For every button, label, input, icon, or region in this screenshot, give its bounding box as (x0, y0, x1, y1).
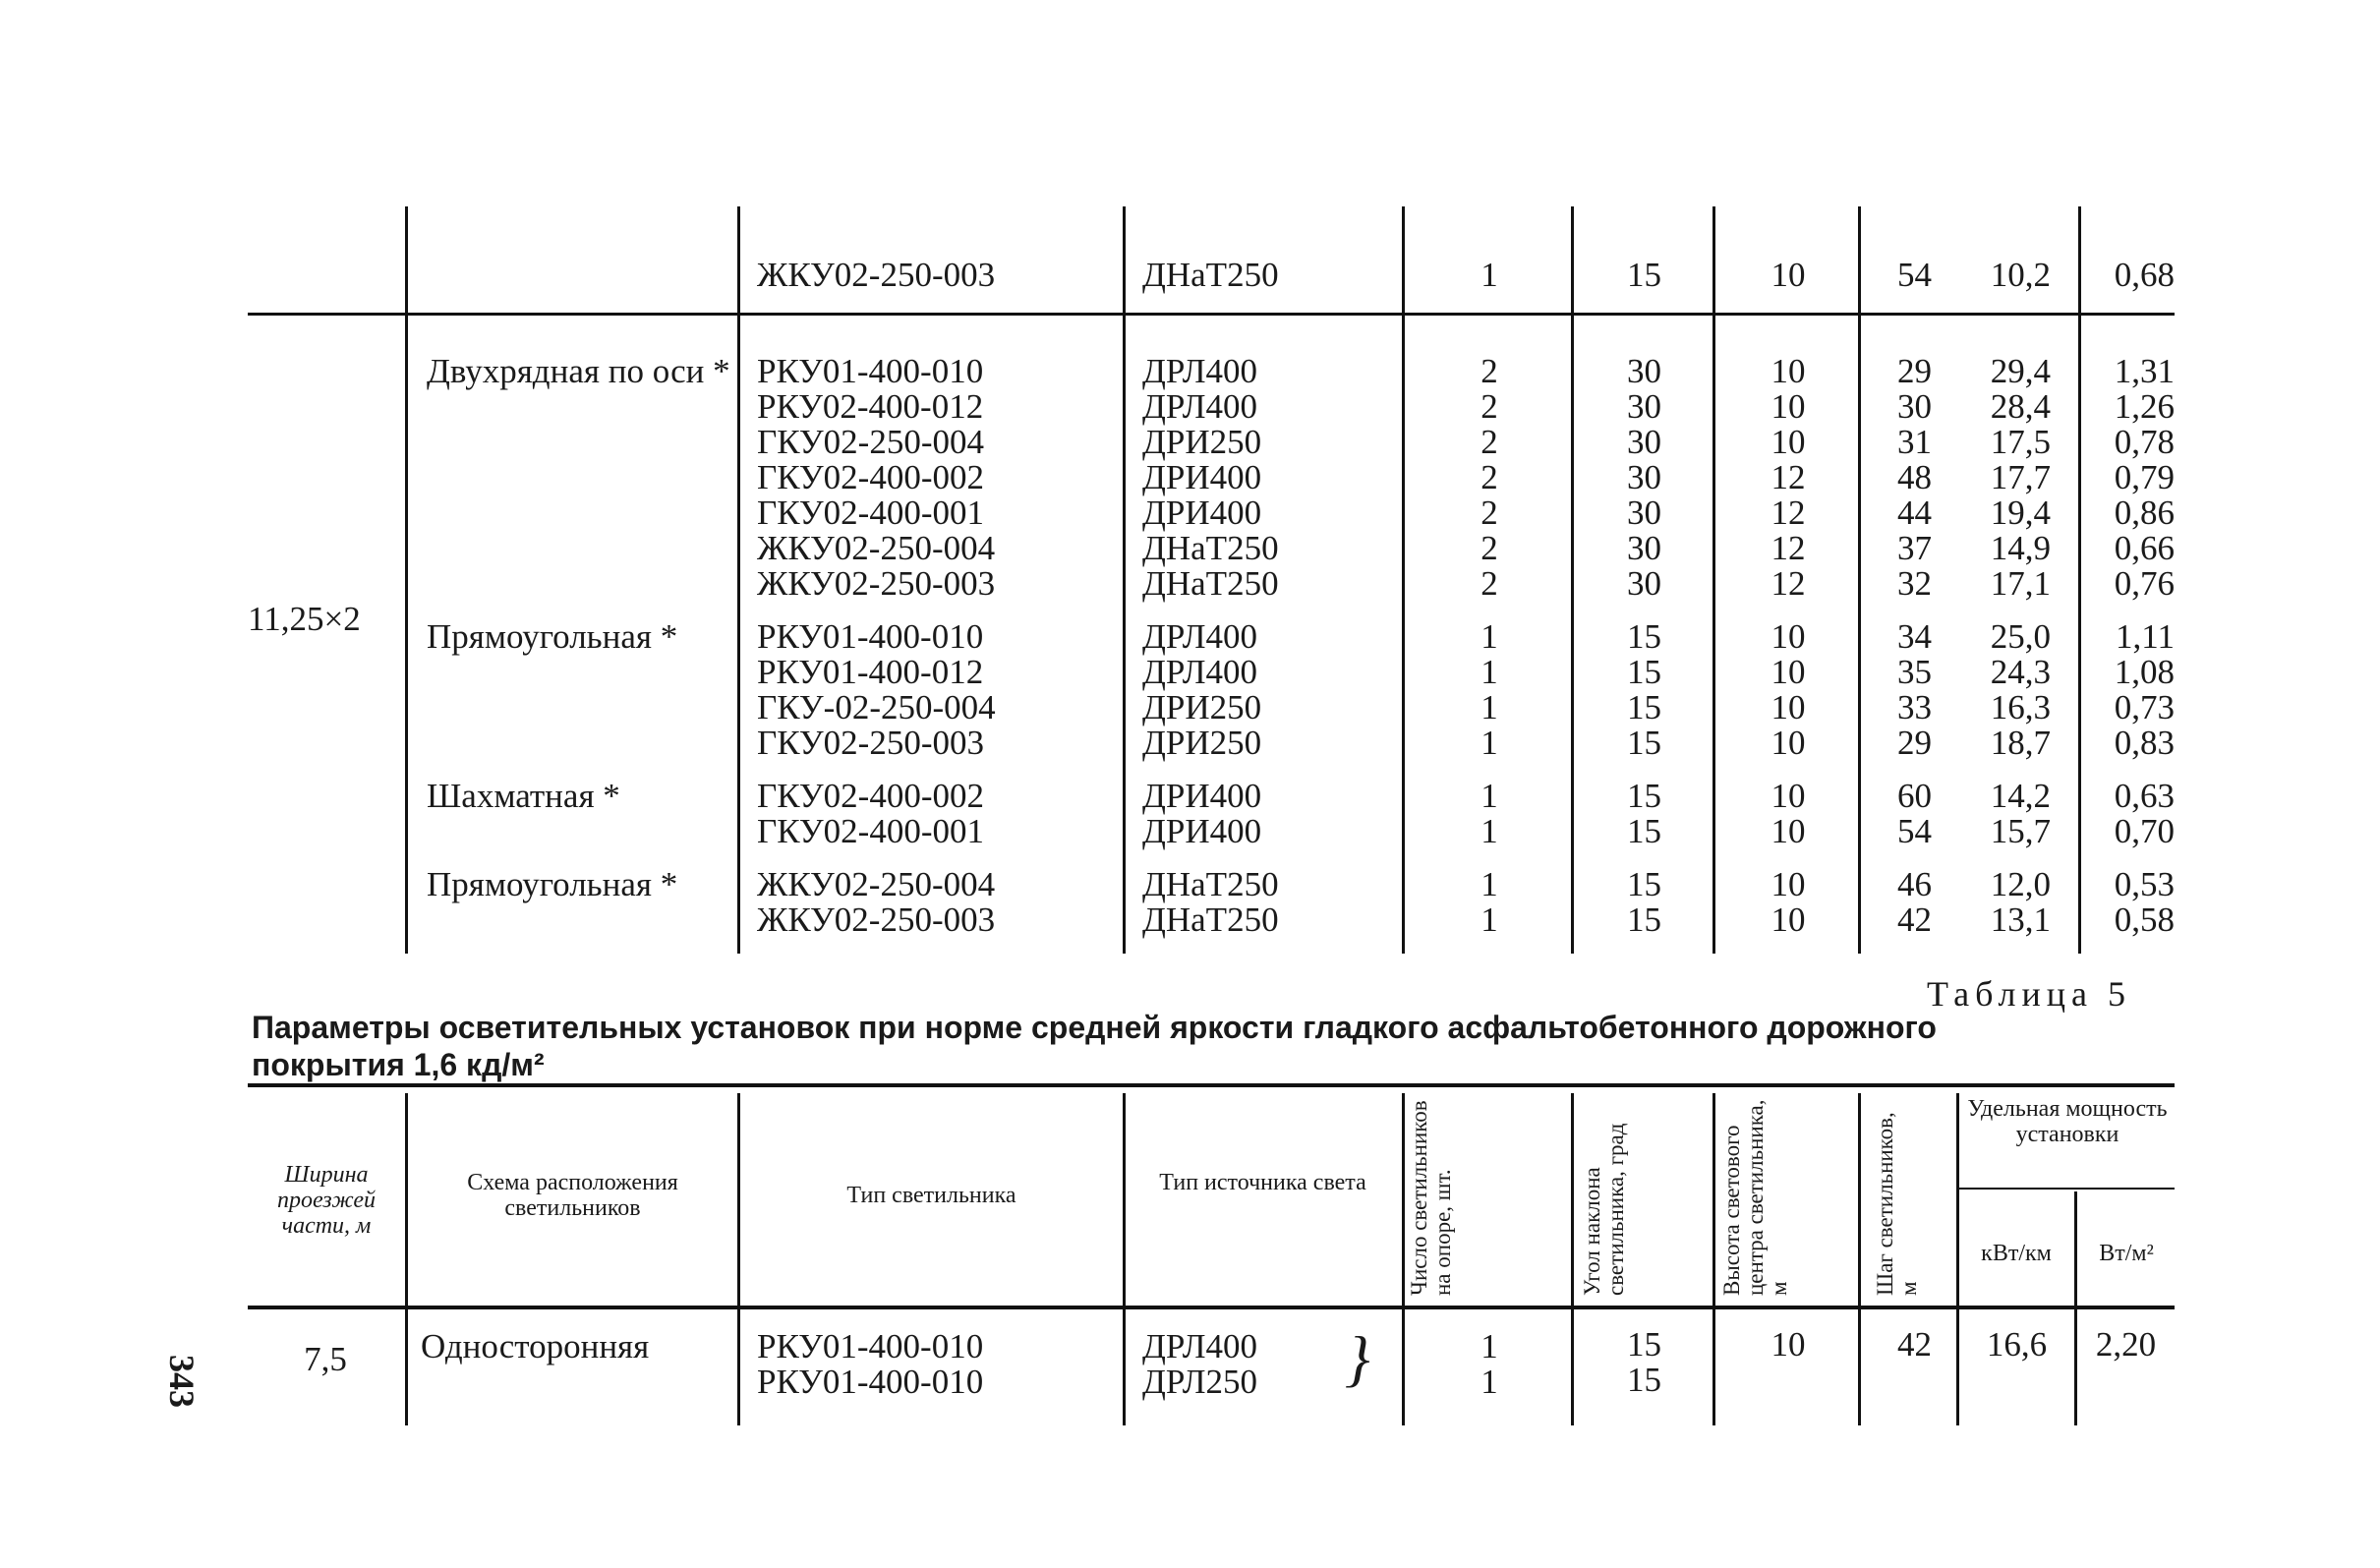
upper-row-source: ДРИ400 (1142, 812, 1262, 850)
upper-row-kwkm: 14,2 (1990, 777, 2051, 815)
upper-row-source: ДРИ400 (1142, 458, 1262, 496)
header-scheme: Схема расположения светильников (467, 1170, 678, 1221)
upper-row-step: 31 (1897, 423, 1932, 461)
upper-row-angle: 30 (1627, 423, 1661, 461)
upper-row-kwkm: 19,4 (1990, 494, 2051, 532)
upper-row-height: 10 (1770, 865, 1806, 903)
header-source-type: Тип источника света (1159, 1170, 1366, 1195)
first-row-source: ДНаТ250 (1142, 256, 1279, 294)
upper-row-count: 2 (1480, 564, 1498, 603)
header-pole-step: Шаг светильников, м (1873, 1112, 1921, 1296)
first-row-wm2: 0,68 (2114, 256, 2175, 294)
upper-row-height: 10 (1770, 688, 1806, 726)
upper-row-source: ДРЛ400 (1142, 387, 1257, 426)
upper-table-col-rule (737, 206, 740, 954)
upper-row-lamp: ЖКУ02-250-004 (757, 529, 996, 567)
row-mount-height: 10 (1770, 1325, 1806, 1364)
table-title-line1: Параметры осветительных установок при норме средней яркости гладкого асфальтобетонного дорожного (252, 1010, 1937, 1045)
header-specific-power: Удельная мощность установки (1967, 1096, 2168, 1147)
power-subheader-rule (1959, 1188, 2175, 1190)
table5-top-rule (248, 1083, 2175, 1087)
upper-row-height: 10 (1770, 423, 1806, 461)
road-width-label: 11,25×2 (248, 600, 361, 638)
upper-row-count: 2 (1480, 352, 1498, 390)
table5-col-rule (2074, 1191, 2077, 1425)
first-row-count: 1 (1480, 256, 1498, 294)
upper-row-height: 10 (1770, 777, 1806, 815)
upper-row-wm2: 0,78 (2114, 423, 2175, 461)
scheme-label: Двухрядная по оси * (427, 352, 730, 390)
upper-row-count: 1 (1480, 688, 1498, 726)
upper-row-step: 42 (1897, 900, 1932, 939)
upper-row-angle: 30 (1627, 564, 1661, 603)
upper-row-lamp: ГКУ02-250-004 (757, 423, 984, 461)
first-row-angle: 15 (1627, 256, 1661, 294)
upper-row-lamp: ГКУ02-400-001 (757, 494, 984, 532)
upper-row-step: 32 (1897, 564, 1932, 603)
upper-row-step: 60 (1897, 777, 1932, 815)
upper-row-angle: 30 (1627, 458, 1661, 496)
upper-row-wm2: 0,83 (2114, 724, 2175, 762)
upper-row-lamp: ГКУ02-400-002 (757, 777, 984, 815)
scheme-label: Прямоугольная * (427, 617, 678, 656)
upper-table-row-divider (248, 313, 2175, 316)
header-lamp-type: Тип светильника (846, 1183, 1016, 1208)
upper-row-source: ДРИ400 (1142, 777, 1262, 815)
upper-row-height: 10 (1770, 387, 1806, 426)
table5-col-rule (1123, 1093, 1126, 1425)
upper-row-step: 29 (1897, 352, 1932, 390)
upper-row-count: 2 (1480, 529, 1498, 567)
upper-row-count: 2 (1480, 423, 1498, 461)
upper-row-lamp: РКУ01-400-012 (757, 653, 984, 691)
upper-row-height: 12 (1770, 529, 1806, 567)
upper-row-height: 10 (1770, 724, 1806, 762)
upper-row-angle: 15 (1627, 900, 1661, 939)
upper-row-source: ДРИ400 (1142, 494, 1262, 532)
header-road-width: Ширина проезжей части, м (276, 1162, 377, 1239)
row-angle-2: 15 (1627, 1361, 1661, 1399)
upper-table-col-rule (1402, 206, 1405, 954)
upper-row-wm2: 1,31 (2114, 352, 2175, 390)
upper-row-wm2: 0,70 (2114, 812, 2175, 850)
header-kw-per-km: кВт/км (1981, 1241, 2052, 1266)
upper-row-height: 10 (1770, 352, 1806, 390)
upper-row-step: 29 (1897, 724, 1932, 762)
scheme-label: Шахматная * (427, 777, 620, 815)
row-angle-1: 15 (1627, 1325, 1661, 1364)
row-lamp-1: РКУ01-400-010 (757, 1327, 984, 1365)
upper-row-kwkm: 12,0 (1990, 865, 2051, 903)
first-row-step: 54 (1897, 256, 1932, 294)
upper-row-angle: 15 (1627, 865, 1661, 903)
upper-row-angle: 30 (1627, 529, 1661, 567)
upper-row-kwkm: 29,4 (1990, 352, 2051, 390)
upper-row-source: ДРЛ400 (1142, 617, 1257, 656)
upper-row-kwkm: 17,7 (1990, 458, 2051, 496)
upper-row-angle: 15 (1627, 777, 1661, 815)
upper-row-count: 1 (1480, 865, 1498, 903)
upper-row-source: ДРИ250 (1142, 688, 1262, 726)
row-road-width: 7,5 (304, 1340, 347, 1378)
page-number: 343 (162, 1355, 202, 1408)
upper-row-wm2: 0,66 (2114, 529, 2175, 567)
first-row-height: 10 (1770, 256, 1806, 294)
upper-row-wm2: 0,58 (2114, 900, 2175, 939)
upper-row-step: 34 (1897, 617, 1932, 656)
upper-row-height: 10 (1770, 900, 1806, 939)
upper-row-lamp: ЖКУ02-250-003 (757, 900, 996, 939)
upper-row-kwkm: 28,4 (1990, 387, 2051, 426)
upper-row-source: ДРЛ400 (1142, 653, 1257, 691)
upper-row-wm2: 1,11 (2116, 617, 2175, 656)
upper-row-wm2: 0,73 (2114, 688, 2175, 726)
first-row-kwkm: 10,2 (1990, 256, 2051, 294)
upper-table-col-rule (1123, 206, 1126, 954)
scheme-label: Прямоугольная * (427, 865, 678, 903)
upper-row-angle: 15 (1627, 812, 1661, 850)
upper-row-angle: 30 (1627, 387, 1661, 426)
first-row-lamp: ЖКУ02-250-003 (757, 256, 996, 294)
table-title-line2: покрытия 1,6 кд/м² (252, 1047, 545, 1082)
upper-row-lamp: РКУ01-400-010 (757, 617, 984, 656)
upper-row-source: ДРИ250 (1142, 423, 1262, 461)
upper-row-count: 2 (1480, 494, 1498, 532)
upper-row-height: 12 (1770, 494, 1806, 532)
row-source-1: ДРЛ400 (1142, 1327, 1257, 1365)
upper-row-angle: 30 (1627, 352, 1661, 390)
upper-row-count: 1 (1480, 653, 1498, 691)
row-scheme: Односторонняя (421, 1327, 650, 1365)
upper-table-col-rule (2078, 206, 2081, 954)
upper-row-wm2: 1,08 (2114, 653, 2175, 691)
upper-row-step: 33 (1897, 688, 1932, 726)
upper-row-kwkm: 14,9 (1990, 529, 2051, 567)
upper-row-count: 1 (1480, 724, 1498, 762)
upper-row-source: ДРИ250 (1142, 724, 1262, 762)
upper-row-source: ДНаТ250 (1142, 564, 1279, 603)
upper-row-kwkm: 16,3 (1990, 688, 2051, 726)
table5-col-rule (737, 1093, 740, 1425)
upper-row-kwkm: 24,3 (1990, 653, 2051, 691)
upper-row-count: 2 (1480, 387, 1498, 426)
upper-row-kwkm: 13,1 (1990, 900, 2051, 939)
table5-col-rule (1858, 1093, 1861, 1425)
upper-table-col-rule (405, 206, 408, 954)
upper-row-wm2: 0,79 (2114, 458, 2175, 496)
upper-row-height: 12 (1770, 564, 1806, 603)
upper-row-step: 46 (1897, 865, 1932, 903)
upper-row-wm2: 1,26 (2114, 387, 2175, 426)
table5-col-rule (405, 1093, 408, 1425)
upper-row-lamp: ЖКУ02-250-003 (757, 564, 996, 603)
row-lamp-2: РКУ01-400-010 (757, 1363, 984, 1401)
upper-row-source: ДНаТ250 (1142, 865, 1279, 903)
header-tilt-angle: Угол наклона светильника, град (1580, 1123, 1628, 1296)
upper-row-step: 30 (1897, 387, 1932, 426)
table5-header-bottom-rule (248, 1306, 2175, 1309)
table5-col-rule (1956, 1093, 1959, 1425)
upper-row-height: 10 (1770, 653, 1806, 691)
upper-row-step: 37 (1897, 529, 1932, 567)
upper-row-lamp: РКУ01-400-010 (757, 352, 984, 390)
row-count-2: 1 (1480, 1363, 1498, 1401)
upper-row-wm2: 0,76 (2114, 564, 2175, 603)
upper-row-kwkm: 18,7 (1990, 724, 2051, 762)
table5-col-rule (1402, 1093, 1405, 1425)
header-lamp-count: Число светильников на опоре, шт. (1407, 1100, 1455, 1296)
upper-row-kwkm: 17,1 (1990, 564, 2051, 603)
row-w-per-m2: 2,20 (2095, 1325, 2157, 1364)
upper-row-step: 35 (1897, 653, 1932, 691)
upper-row-wm2: 0,53 (2114, 865, 2175, 903)
upper-row-height: 10 (1770, 617, 1806, 656)
row-kw-per-km: 16,6 (1986, 1325, 2048, 1364)
row-pole-step: 42 (1897, 1325, 1932, 1364)
upper-row-count: 1 (1480, 777, 1498, 815)
upper-row-count: 2 (1480, 458, 1498, 496)
upper-row-wm2: 0,63 (2114, 777, 2175, 815)
upper-row-kwkm: 17,5 (1990, 423, 2051, 461)
upper-row-lamp: ГКУ02-400-001 (757, 812, 984, 850)
table-number-label: Таблица 5 (1927, 974, 2131, 1014)
upper-row-height: 10 (1770, 812, 1806, 850)
upper-row-kwkm: 25,0 (1990, 617, 2051, 656)
upper-row-angle: 15 (1627, 617, 1661, 656)
upper-row-count: 1 (1480, 900, 1498, 939)
row-source-2: ДРЛ250 (1142, 1363, 1257, 1401)
upper-row-source: ДРЛ400 (1142, 352, 1257, 390)
upper-row-lamp: РКУ02-400-012 (757, 387, 984, 426)
upper-row-lamp: ГКУ02-400-002 (757, 458, 984, 496)
upper-row-count: 1 (1480, 617, 1498, 656)
header-mount-height: Высота светового центра светильника, м (1719, 1099, 1791, 1296)
header-w-per-m2: Вт/м² (2099, 1241, 2154, 1266)
upper-row-source: ДНаТ250 (1142, 529, 1279, 567)
upper-row-lamp: ГКУ-02-250-004 (757, 688, 996, 726)
source-brace: } (1345, 1323, 1370, 1393)
upper-row-step: 48 (1897, 458, 1932, 496)
upper-row-source: ДНаТ250 (1142, 900, 1279, 939)
upper-row-step: 54 (1897, 812, 1932, 850)
upper-row-angle: 30 (1627, 494, 1661, 532)
upper-row-count: 1 (1480, 812, 1498, 850)
upper-row-height: 12 (1770, 458, 1806, 496)
upper-row-angle: 15 (1627, 653, 1661, 691)
row-count-1: 1 (1480, 1327, 1498, 1365)
upper-row-step: 44 (1897, 494, 1932, 532)
upper-row-angle: 15 (1627, 724, 1661, 762)
upper-row-kwkm: 15,7 (1990, 812, 2051, 850)
upper-row-lamp: ГКУ02-250-003 (757, 724, 984, 762)
upper-row-wm2: 0,86 (2114, 494, 2175, 532)
upper-row-lamp: ЖКУ02-250-004 (757, 865, 996, 903)
upper-row-angle: 15 (1627, 688, 1661, 726)
